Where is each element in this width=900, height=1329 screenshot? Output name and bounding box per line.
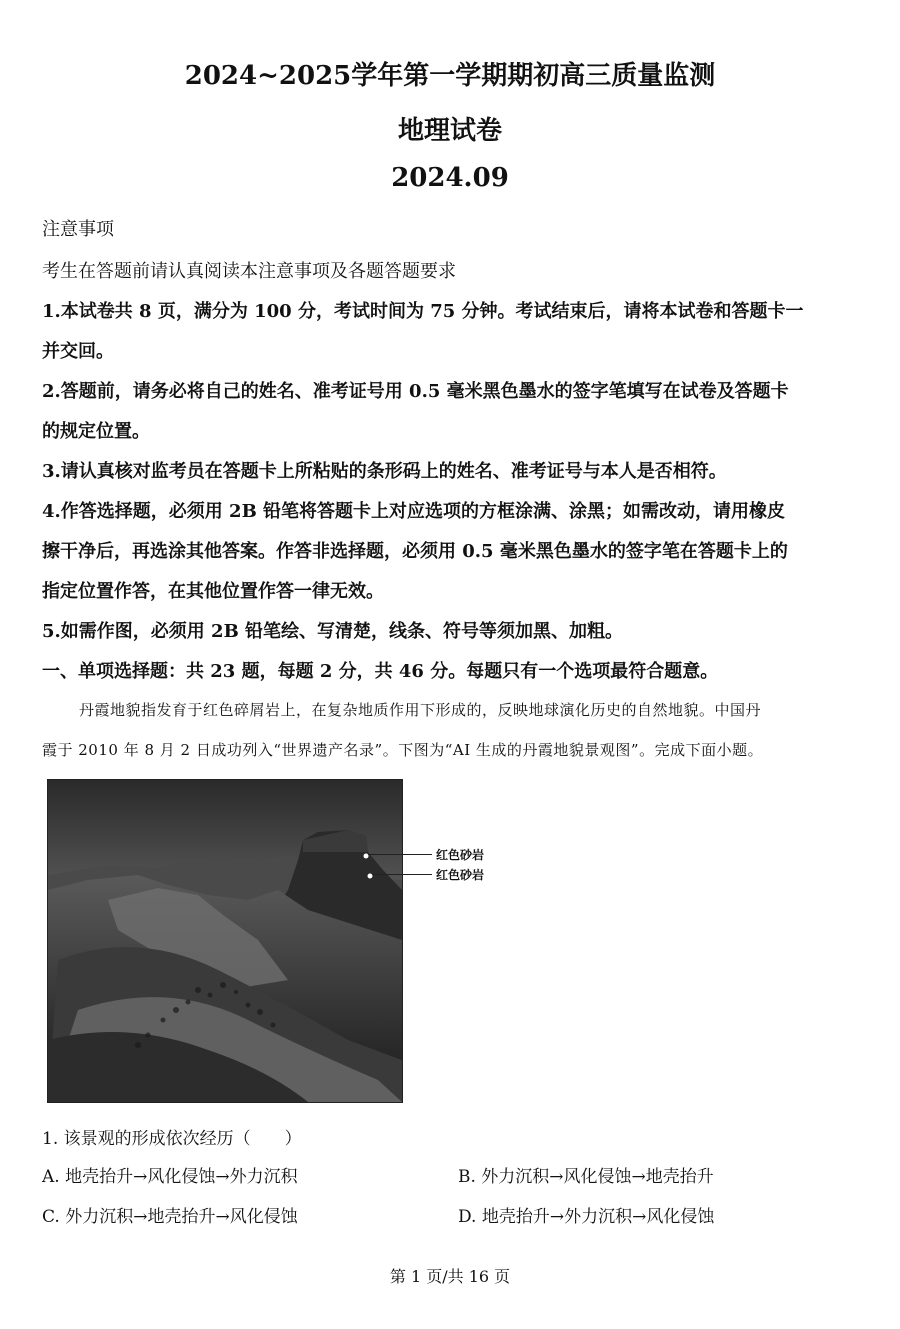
passage-line-1: 丹霞地貌指发育于红色碎屑岩上，在复杂地质作用下形成的，反映地球演化历史的自然地貌。中国丹 [79,701,762,719]
danxia-landscape-image [47,779,403,1103]
exam-subject: 地理试卷 [397,116,502,146]
label-leader-top [368,854,432,855]
notice-item-4: 4.作答选择题，必须用 2B 铅笔将答题卡上对应选项的方框涂满、涂黑；如需改动，请用橡皮 [42,501,786,522]
notice-item-5: 5.如需作图，必须用 2B 铅笔绘、写清楚，线条、符号等须加黑、加粗。 [42,621,624,642]
page-number: 第 1 页/共 16 页 [389,1267,511,1286]
passage-line-2: 霞于 2010 年 8 月 2 日成功列入“世界遗产名录”。下图为“AI 生成的丹霞地貌景观图”。完成下面小题。 [42,741,764,759]
question-1-option-c: C. 外力沉积→地壳抬升→风化侵蚀 [42,1207,298,1227]
notice-item-2: 2.答题前，请务必将自己的姓名、准考证号用 0.5 毫米黑色墨水的签字笔填写在试卷及答题卡 [42,381,789,402]
notice-item-4-cont: 擦干净后，再选涂其他答案。作答非选择题，必须用 0.5 毫米黑色墨水的签字笔在答题卡上的 [42,541,788,562]
question-1-option-a: A. 地壳抬升→风化侵蚀→外力沉积 [42,1167,298,1187]
label-red-sandstone-bottom: 红色砂岩 [436,868,485,882]
exam-date: 2024.09 [391,163,509,193]
notice-item-3: 3.请认真核对监考员在答题卡上所粘贴的条形码上的姓名、准考证号与本人是否相符。 [42,461,727,482]
notice-item-1: 1.本试卷共 8 页，满分为 100 分，考试时间为 75 分钟。考试结束后，请将本试卷和答题卡一 [42,301,804,322]
question-1-stem: 1. 该景观的形成依次经历（ ） [42,1129,302,1149]
label-red-sandstone-top: 红色砂岩 [436,848,485,862]
question-1-option-b: B. 外力沉积→风化侵蚀→地壳抬升 [458,1167,714,1187]
question-1-option-d: D. 地壳抬升→外力沉积→风化侵蚀 [458,1207,715,1227]
notice-item-1-cont: 并交回。 [42,341,114,362]
section-heading: 一、单项选择题：共 23 题，每题 2 分，共 46 分。每题只有一个选项最符合题意。 [42,661,719,682]
notice-intro: 考生在答题前请认真阅读本注意事项及各题答题要求 [42,261,456,282]
exam-title: 2024~2025学年第一学期期初高三质量监测 [184,61,716,91]
notice-heading: 注意事项 [42,219,114,240]
notice-item-4-cont2: 指定位置作答，在其他位置作答一律无效。 [42,581,384,602]
notice-item-2-cont: 的规定位置。 [42,421,150,442]
label-leader-bottom [372,874,432,875]
